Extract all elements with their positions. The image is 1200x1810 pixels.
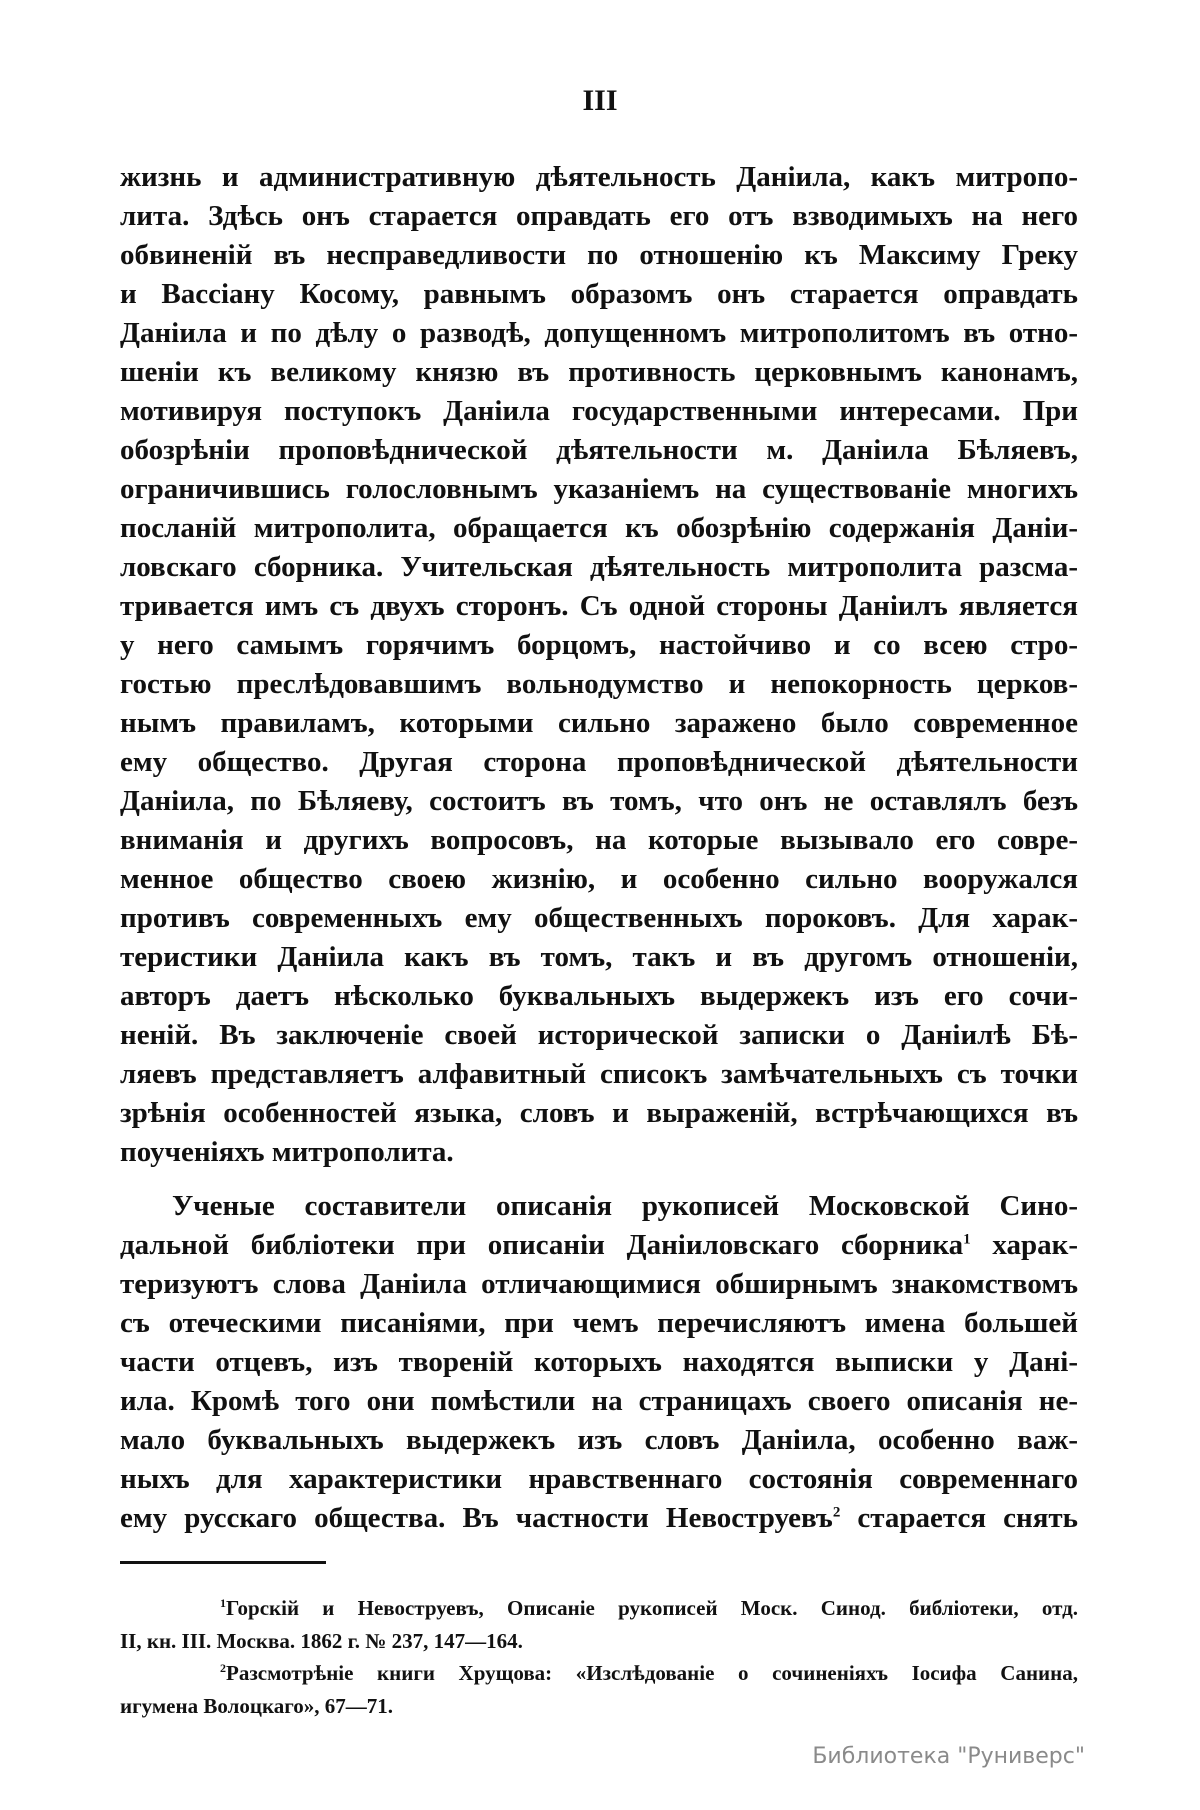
text-segment: авторъ даетъ нѣсколько буквальныхъ выдержекъ изъ его сочи- [120,980,1078,1012]
text-segment: менное общество своею жизнію, и особенно сильно вооружался [120,863,1078,895]
text-segment: ныхъ для характеристики нравственнаго состоянія современнаго [120,1463,1078,1495]
footnote-line [120,1657,1078,1690]
text-segment: шеніи къ великому князю въ противность церковнымъ канонамъ, [120,356,1078,388]
text-segment: съ отеческими писаніями, при чемъ перечисляютъ имена большей [120,1307,1078,1339]
text-line [120,743,1078,782]
text-segment: посланій митрополита, обращается къ обозрѣнію содержанія Даніи- [120,512,1078,544]
text-segment: ляевъ представляетъ алфавитный списокъ замѣчательныхъ съ точки [120,1058,1078,1090]
footnote-line [120,1592,1078,1625]
footnote-reference: 1 [963,1231,971,1248]
footnote-line [120,1690,1078,1723]
text-line [120,587,1078,626]
text-line [120,1016,1078,1055]
text-line [120,782,1078,821]
text-line [120,1460,1078,1499]
text-segment: жизнь и административную дѣятельность Даніила, какъ митропо- [120,161,1078,193]
footnote-divider [120,1561,326,1564]
text-segment: мотивируя поступокъ Даніила государственными интересами. При [120,395,1078,427]
text-segment: тривается имъ съ двухъ сторонъ. Съ одной стороны Даніилъ является [120,590,1078,622]
paragraph [120,1187,1078,1538]
text-line [120,314,1078,353]
text-line [120,1382,1078,1421]
body-text [120,158,1078,1553]
text-segment: поученіяхъ митрополита. [120,1136,454,1168]
text-line [120,470,1078,509]
text-segment: ограничившись голословнымъ указаніемъ на существованіе многихъ [120,473,1078,505]
text-line [120,1055,1078,1094]
page-number: III [582,84,618,117]
text-segment: нымъ правиламъ, которыми сильно заражено было современное [120,707,1078,739]
text-line [120,1226,1078,1265]
text-segment: ему общество. Другая сторона проповѣднической дѣятельности [120,746,1078,778]
text-segment: вниманія и другихъ вопросовъ, на которые вызывало его совре- [120,824,1078,856]
text-segment: мало буквальныхъ выдержекъ изъ словъ Даніила, особенно важ- [120,1424,1078,1456]
text-segment: дальной библіотеки при описаніи Даніиловскаго сборника [120,1229,964,1261]
text-line [120,665,1078,704]
text-line [120,938,1078,977]
text-line [120,1187,1078,1226]
text-line [120,431,1078,470]
text-line [120,197,1078,236]
text-segment: неній. Въ заключеніе своей исторической записки о Даніилѣ Бѣ- [120,1019,1078,1051]
text-segment: Даніила, по Бѣляеву, состоитъ въ томъ, что онъ не оставлялъ безъ [120,785,1078,817]
text-line [120,353,1078,392]
text-line [120,548,1078,587]
text-line [120,626,1078,665]
footnote-text: II, кн. III. Москва. 1862 г. № 237, 147—164. [120,1628,523,1653]
text-line [120,158,1078,197]
text-segment: ловскаго сборника. Учительская дѣятельность митрополита разсма- [120,551,1078,583]
text-line [120,704,1078,743]
text-line [120,1133,1078,1172]
text-line [120,977,1078,1016]
text-segment: обвиненій въ несправедливости по отношенію къ Максиму Греку [120,239,1078,271]
footnote-mark: 1 [220,1596,226,1610]
footnote-text: Разсмотрѣніе книги Хрущова: «Изслѣдованіе о сочиненіяхъ Іосифа Санина, [226,1661,1078,1685]
text-segment: части отцевъ, изъ твореній которыхъ находятся выписки у Дані- [120,1346,1078,1378]
text-segment: Даніила и по дѣлу о разводѣ, допущенномъ митрополитомъ въ отно- [120,317,1078,349]
footnote-line [120,1625,1078,1658]
text-line [120,509,1078,548]
text-line [120,860,1078,899]
footnote-reference: 2 [832,1504,841,1521]
text-segment: ила. Кромѣ того они помѣстили на страницахъ своего описанія не- [120,1385,1078,1417]
text-line [120,1094,1078,1133]
text-segment: теристики Даніила какъ въ томъ, такъ и въ другомъ отношеніи, [120,941,1078,973]
text-line [120,821,1078,860]
text-segment: и Вассіану Косому, равнымъ образомъ онъ старается оправдать [120,278,1078,310]
text-segment: лита. Здѣсь онъ старается оправдать его отъ взводимыхъ на него [120,200,1078,232]
footnote [120,1592,1078,1657]
text-segment: гостью преслѣдовавшимъ вольнодумство и непокорность церков- [120,668,1078,700]
text-segment: старается снять [840,1502,1078,1534]
paragraph [120,158,1078,1172]
text-segment: зрѣнія особенностей языка, словъ и выраженій, встрѣчающихся въ [120,1097,1078,1129]
footnote-text: Горскій и Невоструевъ, Описаніе рукописей Моск. Синод. библіотеки, отд. [226,1596,1078,1620]
text-line [120,275,1078,314]
text-line [120,1304,1078,1343]
footnote-mark: 2 [220,1661,226,1675]
text-line [120,899,1078,938]
text-line [120,1343,1078,1382]
text-segment: противъ современныхъ ему общественныхъ пороковъ. Для харак- [120,902,1078,934]
text-segment: у него самымъ горячимъ борцомъ, настойчиво и со всею стро- [120,629,1078,661]
footnote-text: игумена Волоцкаго», 67—71. [120,1693,393,1718]
text-segment: ему русскаго общества. Въ частности Невоструевъ [120,1502,833,1534]
text-line [120,1421,1078,1460]
text-line [120,392,1078,431]
footnotes [120,1592,1078,1722]
text-line [120,236,1078,275]
library-watermark: Библиотека "Руниверс" [812,1744,1085,1769]
text-line [120,1265,1078,1304]
text-line [120,1499,1078,1538]
footnote [120,1657,1078,1722]
text-segment: харак- [970,1229,1078,1261]
text-segment: теризуютъ слова Даніила отличающимися обширнымъ знакомствомъ [120,1268,1078,1300]
text-segment: обозрѣніи проповѣднической дѣятельности м. Даніила Бѣляевъ, [120,434,1078,466]
text-segment: Ученые составители описанія рукописей Московской Сино- [172,1190,1078,1222]
